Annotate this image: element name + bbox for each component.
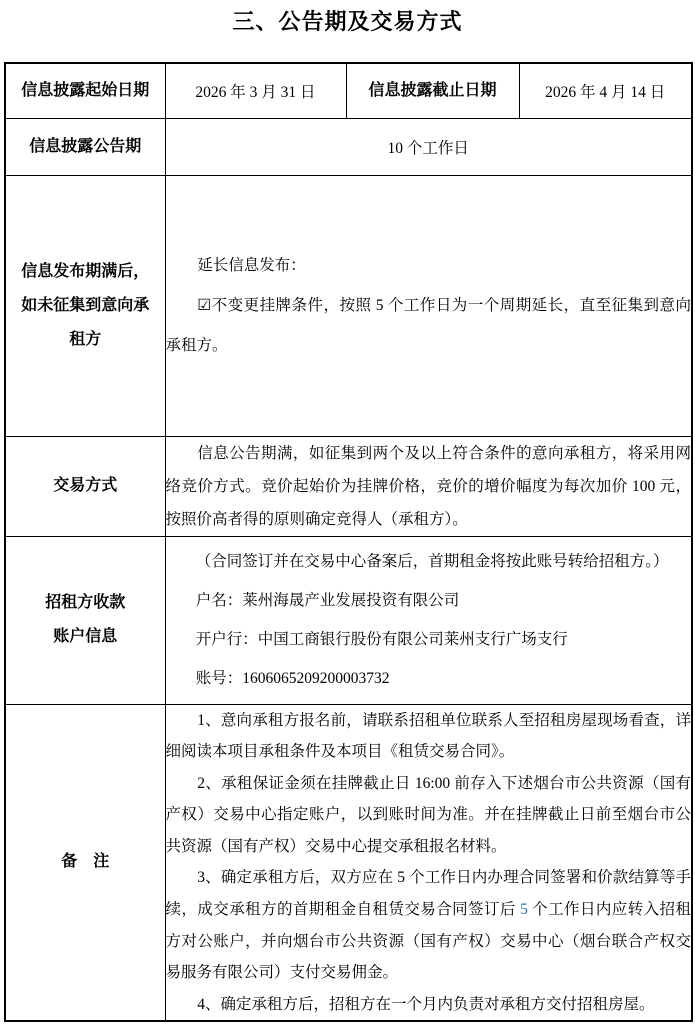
account-label-line-1: 招租方收款 [45, 594, 126, 611]
extension-label-line-3: 租方 [69, 330, 102, 348]
announcement-table [4, 62, 693, 1022]
remarks-item-3-before: 3、确定承租方后，双方应在 5 个工作日内办理合同签署和价款结算等手续，成交承租方的首期租金自租赁交易合同签订后 [165, 869, 691, 919]
account-info-row [5, 536, 692, 704]
disclosure-start-value: 2026 年 3 月 31 日 [165, 63, 346, 118]
account-note: （合同签订并在交易中心备案后，首期租金将按此账号转给招租方。） [195, 553, 669, 570]
disclosure-dates-row [5, 63, 692, 118]
remarks-label: 备 注 [5, 704, 165, 1021]
account-label-line-2: 账户信息 [53, 628, 118, 645]
page-title: 三、公告期及交易方式 [232, 9, 463, 34]
account-info-label [5, 536, 165, 704]
extension-content [165, 175, 692, 436]
extension-option [166, 286, 692, 366]
remarks-item-3-after: 个工作日内应转入招租方对公账户，并向烟台市公共资源（国有产权）交易中心（烟台联合产权交易服务有限公司）支付交易佣金。 [165, 901, 691, 982]
account-bank: 开户行：中国工商银行股份有限公司莱州支行广场支行 [195, 631, 568, 648]
disclosure-end-value: 2026 年 4 月 14 日 [519, 63, 692, 118]
account-info-content [165, 536, 692, 704]
trade-method-content [165, 436, 692, 536]
remarks-row [5, 704, 692, 1021]
trade-method-row [5, 436, 692, 536]
extension-intro: 延长信息发布： [197, 256, 306, 274]
remarks-item-1: 1、意向承租方报名前，请联系招租单位联系人至招租房屋现场看查，详细阅读本项目承租条件及本项目《租赁交易合同》。 [165, 711, 691, 761]
disclosure-start-label: 信息披露起始日期 [5, 63, 165, 118]
disclosure-end-label: 信息披露截止日期 [346, 63, 519, 118]
extension-label [5, 175, 165, 436]
account-number: 账号：1606065209200003732 [195, 670, 390, 687]
remarks-item-3 [166, 862, 692, 988]
extension-label-line-1: 信息发布期满后， [21, 262, 150, 280]
remarks-item-4: 4、确定承租方后，招租方在一个月内负责对承租方交付招租房屋。 [197, 995, 655, 1013]
announcement-period-value: 10 个工作日 [165, 118, 692, 175]
account-holder: 户名：莱州海晟产业发展投资有限公司 [195, 592, 460, 609]
announcement-period-label: 信息披露公告期 [5, 118, 165, 175]
remarks-item-3-highlight-number: 5 [520, 901, 528, 919]
trade-method-label: 交易方式 [5, 436, 165, 536]
trade-method-text: 信息公告期满，如征集到两个及以上符合条件的意向承租方，将采用网络竞价方式。竞价起始价为挂牌价格，竞价的增价幅度为每次加价 100 元，按照价高者得的原则确定竞得人（承租方）。 [165, 444, 691, 528]
remarks-content [165, 704, 692, 1021]
announcement-period-row [5, 118, 692, 175]
checkbox-checked-icon: ☑ [197, 296, 212, 314]
extension-label-line-2: 如未征集到意向承 [21, 296, 150, 314]
remarks-item-2: 2、承租保证金须在挂牌截止日 16:00 前存入下述烟台市公共资源（国有产权）交易中心指定账户，以到账时间为准。并在挂牌截止日前至烟台市公共资源（国有产权）交易中心提交承租报名材料。 [165, 774, 691, 855]
extension-row [5, 175, 692, 436]
extension-option-text: 不变更挂牌条件，按照 5 个工作日为一个周期延长，直至征集到意向承租方。 [165, 296, 691, 354]
